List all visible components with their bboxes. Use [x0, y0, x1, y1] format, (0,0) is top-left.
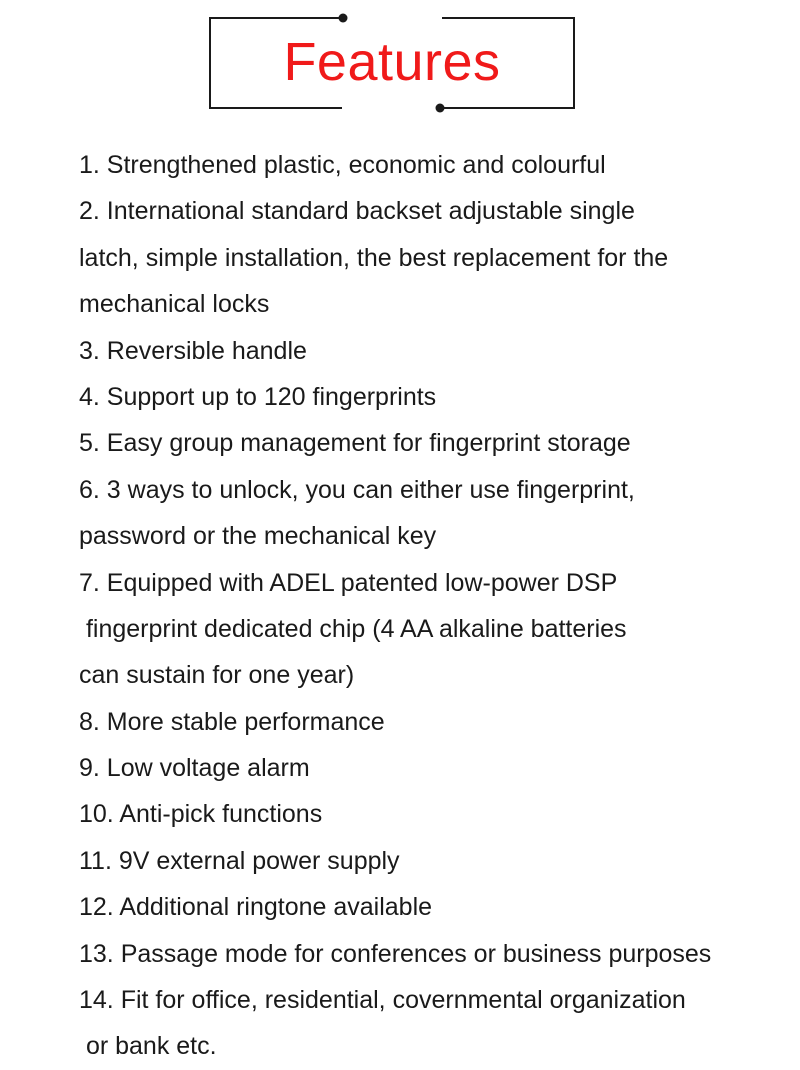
frame-dot-bottom — [436, 104, 445, 113]
feature-line: fingerprint dedicated chip (4 AA alkaline batteries — [79, 614, 627, 643]
page-title: Features — [283, 32, 501, 92]
feature-line: 12. Additional ringtone available — [79, 893, 433, 922]
title-frame — [208, 16, 576, 110]
feature-line: 11. 9V external power supply — [79, 846, 400, 875]
feature-line: 14. Fit for office, residential, covernmental organization — [79, 986, 686, 1015]
feature-line: 1. Strengthened plastic, economic and colourful — [79, 151, 606, 179]
feature-line: 9. Low voltage alarm — [79, 754, 310, 783]
feature-line: 7. Equipped with ADEL patented low-power DSP — [79, 568, 618, 597]
features-list — [79, 142, 779, 1070]
feature-line: 13. Passage mode for conferences or business purposes — [79, 939, 712, 968]
feature-line: 2. International standard backset adjustable single — [79, 197, 635, 226]
feature-line: 10. Anti-pick functions — [79, 800, 323, 829]
feature-line: 5. Easy group management for fingerprint storage — [79, 429, 631, 458]
feature-line: can sustain for one year) — [79, 661, 355, 690]
feature-line: 4. Support up to 120 fingerprints — [79, 382, 437, 411]
feature-line: latch, simple installation, the best replacement for the — [79, 243, 669, 272]
frame-dot-top — [339, 14, 348, 23]
feature-line: 8. More stable performance — [79, 707, 385, 736]
feature-line: password or the mechanical key — [79, 522, 437, 551]
feature-line: 3. Reversible handle — [79, 336, 307, 365]
feature-line: mechanical locks — [79, 290, 270, 319]
feature-line: or bank etc. — [79, 1032, 217, 1061]
feature-line: 6. 3 ways to unlock, you can either use fingerprint, — [79, 475, 635, 504]
